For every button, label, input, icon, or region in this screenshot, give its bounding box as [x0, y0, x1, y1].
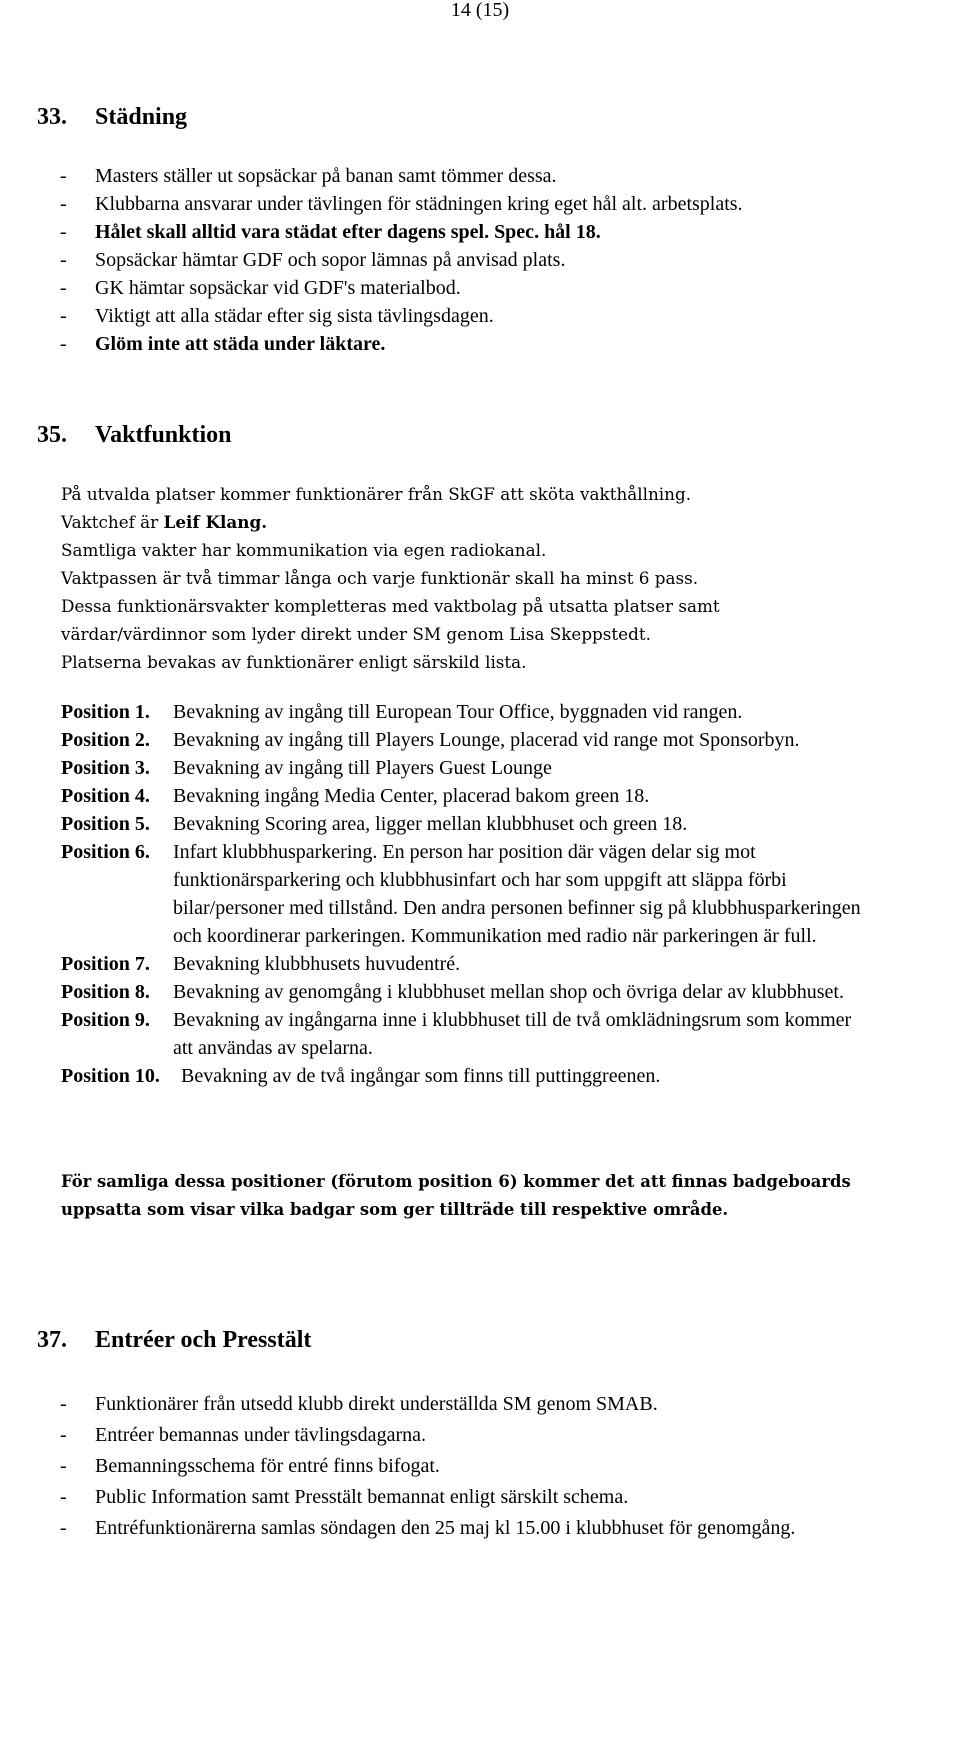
list-item: - Klubbarna ansvarar under tävlingen för städningen kring eget hål alt. arbetsplats.	[60, 193, 743, 215]
position-row: Position 10. Bevakning av de två ingångar som finns till puttinggreenen.	[61, 1065, 661, 1087]
section-37-heading	[37, 1325, 311, 1355]
position-row: Position 5. Bevakning Scoring area, ligger mellan klubbhuset och green 18.	[61, 813, 688, 835]
section-33-title: Städning	[95, 104, 188, 130]
list-item: - GK hämtar sopsäckar vid GDF's materialbod.	[60, 277, 461, 299]
position-row: Position 7. Bevakning klubbhusets huvudentré.	[61, 953, 461, 975]
section-35-title: Vaktfunktion	[95, 422, 232, 448]
badgeboard-note: För samliga dessa positioner (förutom position 6) kommer det att finnas badgeboards uppsatta som visar vilka badgar som ger tillträde till respektive område.	[61, 1172, 851, 1219]
position-row: Position 9. Bevakning av ingångarna inne i klubbhuset till de två omklädningsrum som kommer att användas av spelarna.	[61, 1009, 852, 1059]
page-number: 14 (15)	[450, 0, 510, 21]
section-37-list	[60, 1390, 815, 1545]
position-row: Position 4. Bevakning ingång Media Center, placerad bakom green 18.	[61, 785, 650, 807]
section-35-number: 35.	[37, 422, 67, 448]
position-row: Position 2. Bevakning av ingång till Players Lounge, placerad vid range mot Sponsorbyn.	[61, 729, 800, 751]
list-item: - Sopsäckar hämtar GDF och sopor lämnas på anvisad plats.	[60, 249, 566, 271]
position-row: Position 6. Infart klubbhusparkering. En person har position där vägen delar sig mot funktionärsparkering och klubbhusinfart och har som uppgift att släppa förbi bilar/personer med tillstånd. Den andra personen befinner sig på klubbhusparkeringen och koordinerar parkeringen. Kommunikation med radio när parkeringen är full.	[61, 841, 861, 947]
list-item: - Entréfunktionärerna samlas söndagen den 25 maj kl 15.00 i klubbhuset för genomgång.	[60, 1517, 796, 1539]
list-item: - Glöm inte att städa under läktare.	[60, 333, 386, 355]
guard-chief-name: Leif Klang.	[163, 512, 268, 532]
list-item: - Hålet skall alltid vara städat efter dagens spel. Spec. hål 18.	[60, 221, 601, 243]
paragraph: Platserna bevakas av funktionärer enligt särskild lista.	[61, 652, 527, 672]
paragraph: Vaktpassen är två timmar långa och varje funktionär skall ha minst 6 pass.	[61, 568, 699, 588]
list-item: - Masters ställer ut sopsäckar på banan samt tömmer dessa.	[60, 165, 557, 187]
section-35-heading	[37, 420, 232, 450]
section-37-number: 37.	[37, 1327, 67, 1353]
list-item: - Funktionärer från utsedd klubb direkt underställda SM genom SMAB.	[60, 1393, 658, 1415]
position-row: Position 8. Bevakning av genomgång i klubbhuset mellan shop och övriga delar av klubbhuset.	[61, 981, 844, 1003]
positions-list	[61, 698, 871, 1090]
list-item: - Bemanningsschema för entré finns bifogat.	[60, 1455, 440, 1477]
section-33-list	[60, 162, 743, 358]
paragraph: värdar/värdinnor som lyder direkt under SM genom Lisa Skeppstedt.	[61, 624, 651, 644]
position-row: Position 3. Bevakning av ingång till Players Guest Lounge	[61, 757, 552, 779]
paragraph: Vaktchef är Leif Klang.	[61, 512, 268, 532]
list-item: - Entréer bemannas under tävlingsdagarna.	[60, 1424, 426, 1446]
section-37-title: Entréer och Presstält	[95, 1327, 312, 1353]
paragraph: Samtliga vakter har kommunikation via egen radiokanal.	[61, 540, 547, 560]
list-item: - Viktigt att alla städar efter sig sista tävlingsdagen.	[60, 305, 494, 327]
section-33-heading	[37, 102, 187, 132]
paragraph: Dessa funktionärsvakter kompletteras med vaktbolag på utsatta platser samt	[61, 596, 720, 616]
section-33-number: 33.	[37, 104, 67, 130]
list-item: - Public Information samt Presstält bemannat enligt särskilt schema.	[60, 1486, 629, 1508]
section-35-body	[61, 480, 720, 676]
paragraph: På utvalda platser kommer funktionärer från SkGF att sköta vakthållning.	[61, 484, 692, 504]
position-row: Position 1. Bevakning av ingång till European Tour Office, byggnaden vid rangen.	[61, 701, 743, 723]
